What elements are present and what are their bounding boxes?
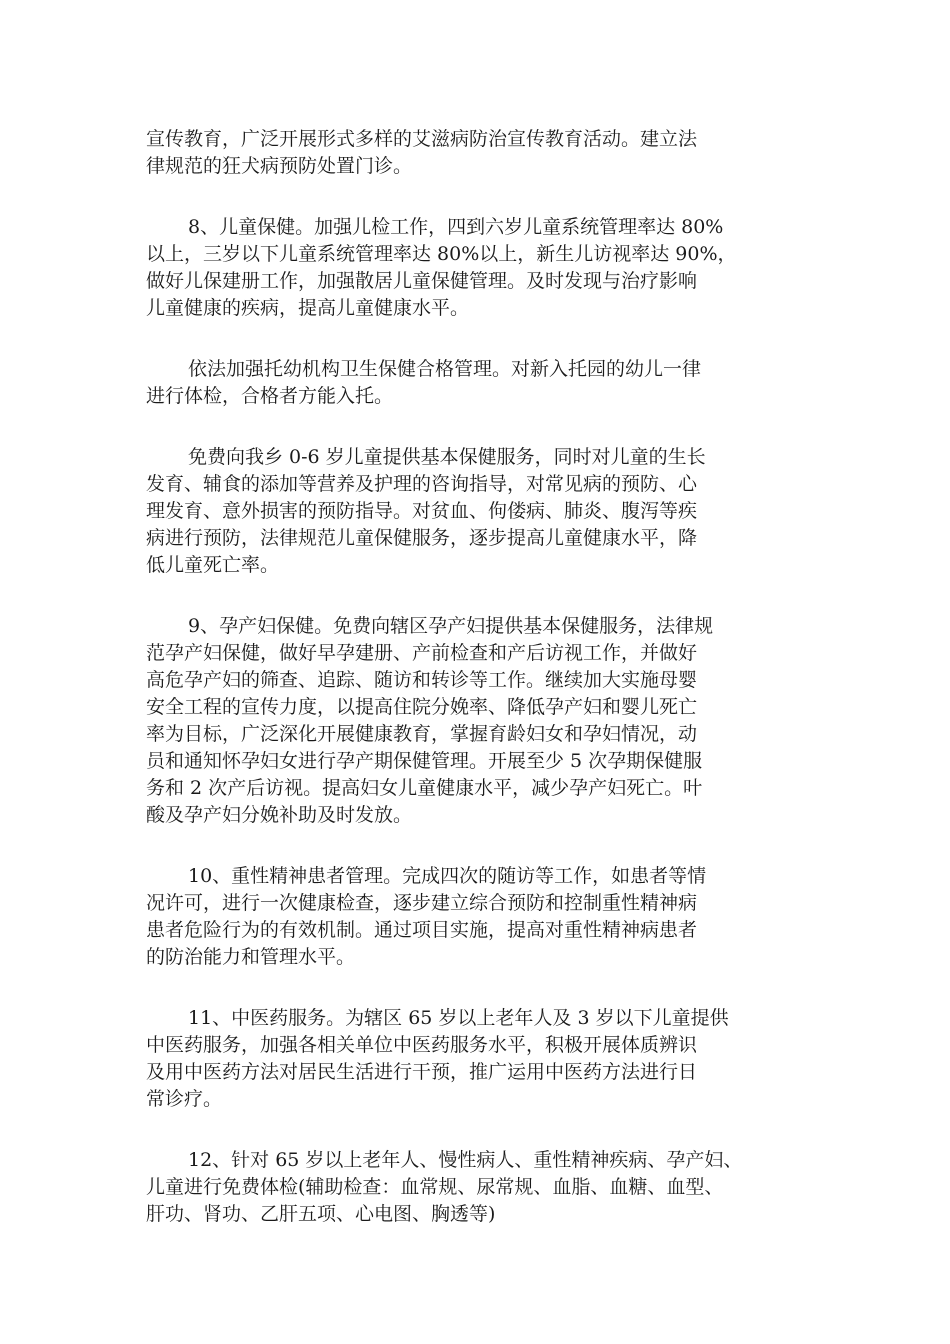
paragraph-line: 中医药服务，加强各相关单位中医药服务水平，积极开展体质辨识 — [146, 1034, 698, 1056]
paragraph-line: 病进行预防，法律规范儿童保健服务，逐步提高儿童健康水平，降 — [146, 527, 698, 549]
paragraph-line: 低儿童死亡率。 — [146, 554, 280, 576]
paragraph-line: 患者危险行为的有效机制。通过项目实施，提高对重性精神病患者 — [146, 919, 698, 941]
paragraph-line: 安全工程的宣传力度，以提高住院分娩率、降低孕产妇和婴儿死亡 — [146, 696, 698, 718]
paragraph-line: 务和 2 次产后访视。提高妇女儿童健康水平，减少孕产妇死亡。叶 — [146, 777, 703, 799]
paragraph-free-child-services — [146, 444, 826, 579]
paragraph-line: 况许可，进行一次健康检查，逐步建立综合预防和控制重性精神病 — [146, 892, 698, 914]
paragraph-line: 率为目标，广泛深化开展健康教育，掌握育龄妇女和孕妇情况，动 — [146, 723, 698, 745]
paragraph-line: 以上，三岁以下儿童系统管理率达 80%以上，新生儿访视率达 90%， — [146, 243, 737, 265]
paragraph-line: 儿童进行免费体检(辅助检查：血常规、尿常规、血脂、血糖、血型、 — [146, 1176, 724, 1198]
paragraph-line: 免费向我乡 0-6 岁儿童提供基本保健服务，同时对儿童的生长 — [188, 446, 706, 468]
paragraph-nursery-health — [146, 356, 826, 410]
paragraph-line: 的防治能力和管理水平。 — [146, 946, 356, 968]
paragraph-line: 做好儿保建册工作，加强散居儿童保健管理。及时发现与治疗影响 — [146, 270, 698, 292]
paragraph-line: 员和通知怀孕妇女进行孕产期保健管理。开展至少 5 次孕期保健服 — [146, 750, 703, 772]
paragraph-line: 肝功、肾功、乙肝五项、心电图、胸透等) — [146, 1203, 496, 1225]
paragraph-line: 8、儿童保健。加强儿检工作，四到六岁儿童系统管理率达 80% — [188, 216, 724, 238]
paragraph-line: 宣传教育，广泛开展形式多样的艾滋病防治宣传教育活动。建立法 — [146, 128, 698, 150]
paragraph-aids-education — [146, 126, 826, 180]
paragraph-line: 常诊疗。 — [146, 1088, 223, 1110]
paragraph-line: 进行体检，合格者方能入托。 — [146, 385, 394, 407]
paragraph-line: 高危孕产妇的筛查、追踪、随访和转诊等工作。继续加大实施母婴 — [146, 669, 698, 691]
paragraph-line: 及用中医药方法对居民生活进行干预，推广运用中医药方法进行日 — [146, 1061, 698, 1083]
paragraph-child-health — [146, 214, 826, 322]
document-body — [146, 126, 826, 1262]
paragraph-line: 理发育、意外损害的预防指导。对贫血、佝偻病、肺炎、腹泻等疾 — [146, 500, 698, 522]
paragraph-free-checkups — [146, 1147, 826, 1228]
paragraph-mental-health — [146, 863, 826, 971]
paragraph-line: 10、重性精神患者管理。完成四次的随访等工作，如患者等情 — [188, 865, 707, 887]
paragraph-line: 11、中医药服务。为辖区 65 岁以上老年人及 3 岁以下儿童提供 — [188, 1007, 729, 1029]
paragraph-line: 发育、辅食的添加等营养及护理的咨询指导，对常见病的预防、心 — [146, 473, 698, 495]
paragraph-line: 12、针对 65 岁以上老年人、慢性病人、重性精神疾病、孕产妇、 — [188, 1149, 743, 1171]
paragraph-line: 酸及孕产妇分娩补助及时发放。 — [146, 804, 413, 826]
paragraph-tcm-services — [146, 1005, 826, 1113]
paragraph-line: 范孕产妇保健，做好早孕建册、产前检查和产后访视工作，并做好 — [146, 642, 698, 664]
paragraph-maternal-health — [146, 613, 826, 829]
paragraph-line: 律规范的狂犬病预防处置门诊。 — [146, 155, 413, 177]
paragraph-line: 9、孕产妇保健。免费向辖区孕产妇提供基本保健服务，法律规 — [188, 615, 714, 637]
paragraph-line: 依法加强托幼机构卫生保健合格管理。对新入托园的幼儿一律 — [188, 358, 702, 380]
paragraph-line: 儿童健康的疾病，提高儿童健康水平。 — [146, 297, 470, 319]
